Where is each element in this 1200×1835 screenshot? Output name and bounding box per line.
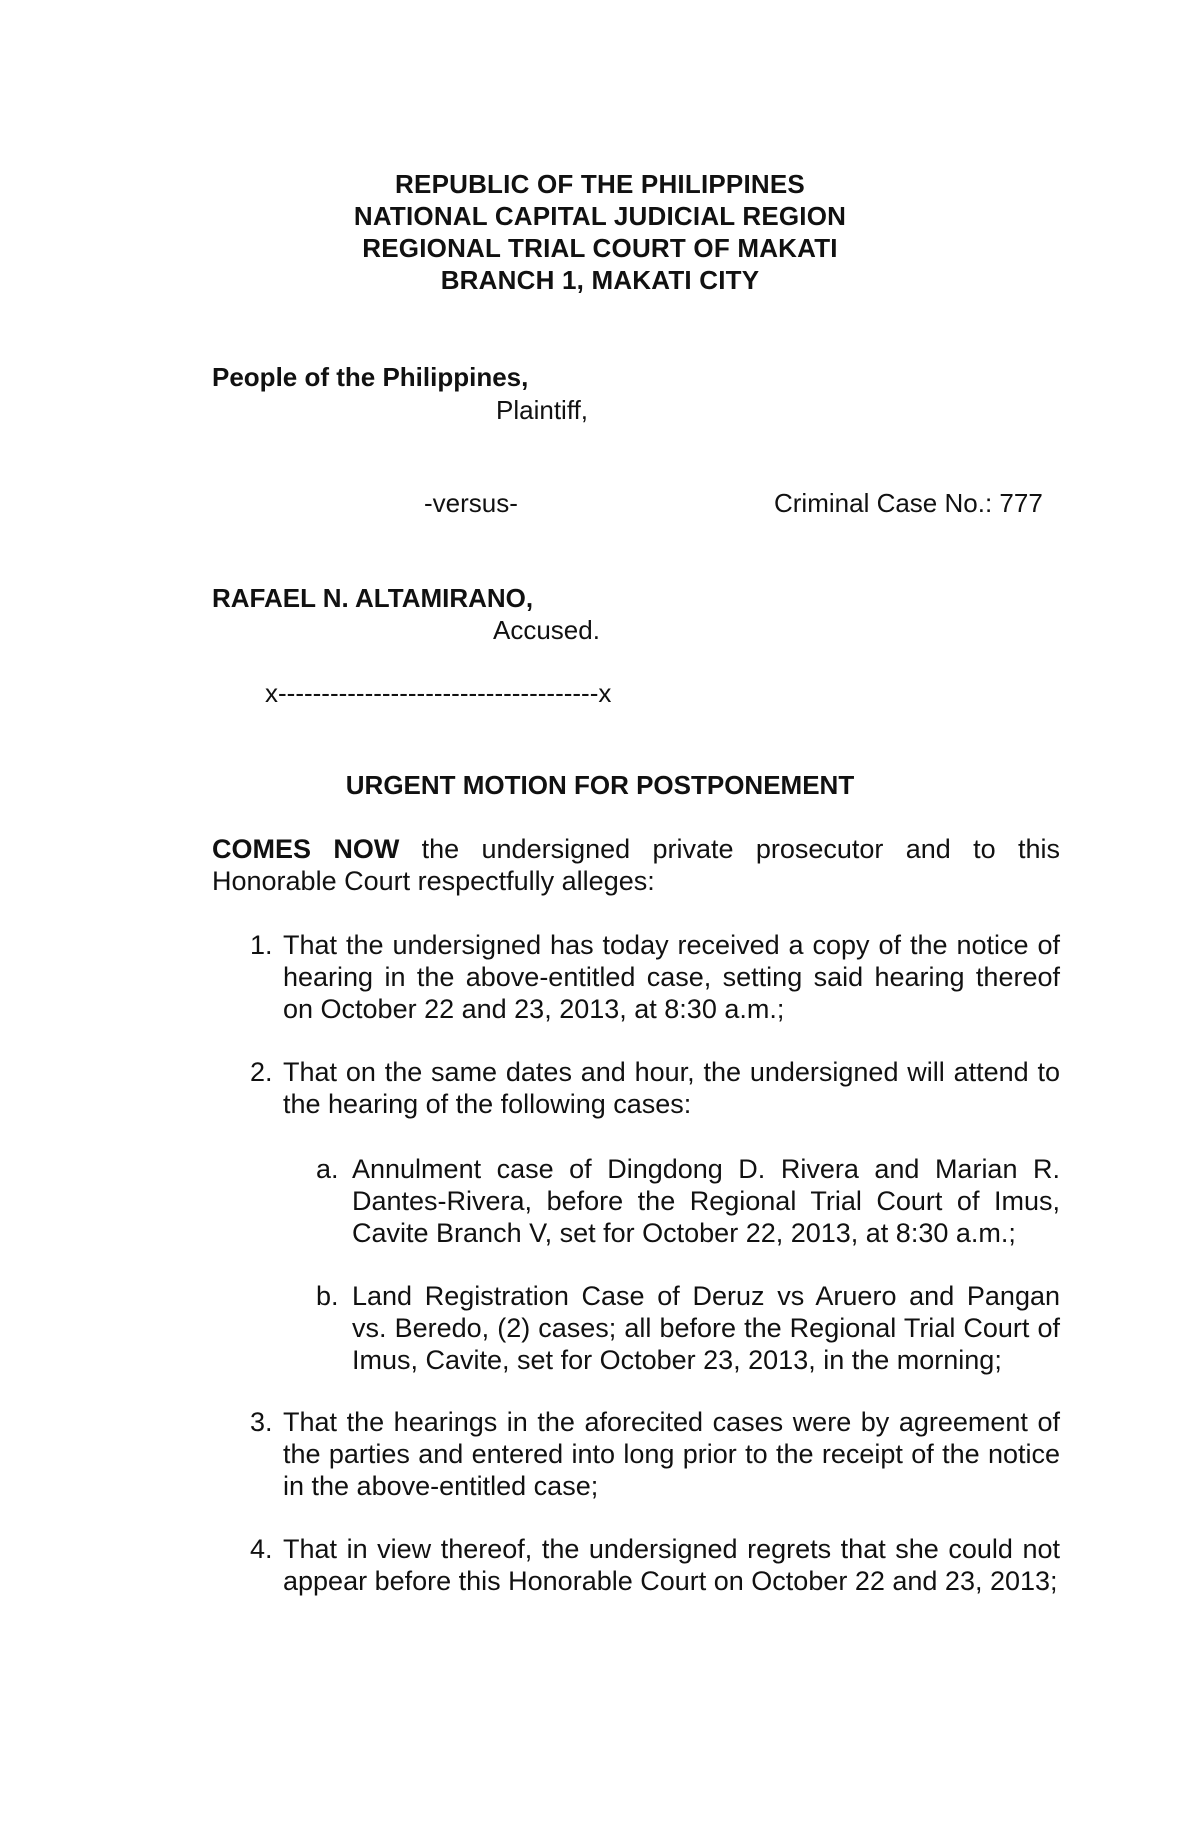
subitem-b-letter: b. <box>316 1281 339 1311</box>
accused-role: Accused. <box>493 615 600 645</box>
plaintiff-name: People of the Philippines, <box>212 362 529 392</box>
versus-label: -versus- <box>424 488 518 518</box>
intro-lead: COMES NOW <box>212 834 400 864</box>
item-3-text: That the hearings in the aforecited cases were by agreement of the parties and entered into long prior to the receipt of the notice in the above-entitled case; <box>283 1407 1060 1501</box>
plaintiff-role: Plaintiff, <box>496 395 589 425</box>
header-court: REGIONAL TRIAL COURT OF MAKATI <box>362 233 838 263</box>
motion-title: URGENT MOTION FOR POSTPONEMENT <box>345 770 855 800</box>
subitem-b-text: Land Registration Case of Deruz vs Aruero and Pangan vs. Beredo, (2) cases; all before the Regional Trial Court of Imus, Cavite, set for October 23, 2013, in the morning; <box>352 1281 1060 1375</box>
intro-paragraph <box>212 833 1060 897</box>
subitem-a-letter: a. <box>316 1154 339 1184</box>
item-2-text: That on the same dates and hour, the undersigned will attend to the hearing of the following cases: <box>283 1057 1060 1119</box>
intro-text: the undersigned private prosecutor and to this Honorable Court respectfully alleges: <box>212 834 1060 896</box>
item-4-text: That in view thereof, the undersigned regrets that she could not appear before this Honorable Court on October 22 and 23, 2013; <box>283 1534 1060 1596</box>
header-branch: BRANCH 1, MAKATI CITY <box>440 265 760 295</box>
header-republic: REPUBLIC OF THE PHILIPPINES <box>395 169 805 199</box>
header-region: NATIONAL CAPITAL JUDICIAL REGION <box>353 201 847 231</box>
accused-name: RAFAEL N. ALTAMIRANO, <box>212 583 534 613</box>
court-header <box>0 168 1200 296</box>
subitem-a-text: Annulment case of Dingdong D. Rivera and Marian R. Dantes-Rivera, before the Regional Trial Court of Imus, Cavite Branch V, set for October 22, 2013, at 8:30 a.m.; <box>352 1154 1060 1248</box>
item-1-text: That the undersigned has today received a copy of the notice of hearing in the above-entitled case, setting said hearing thereof on October 22 and 23, 2013, at 8:30 a.m.; <box>283 930 1060 1024</box>
case-number: Criminal Case No.: 777 <box>774 488 1043 518</box>
item-2-number: 2. <box>250 1057 273 1087</box>
item-3-number: 3. <box>250 1407 273 1437</box>
caption-separator: x-------------------------------------x <box>265 678 612 708</box>
item-4-number: 4. <box>250 1534 273 1564</box>
item-1-number: 1. <box>250 930 273 960</box>
